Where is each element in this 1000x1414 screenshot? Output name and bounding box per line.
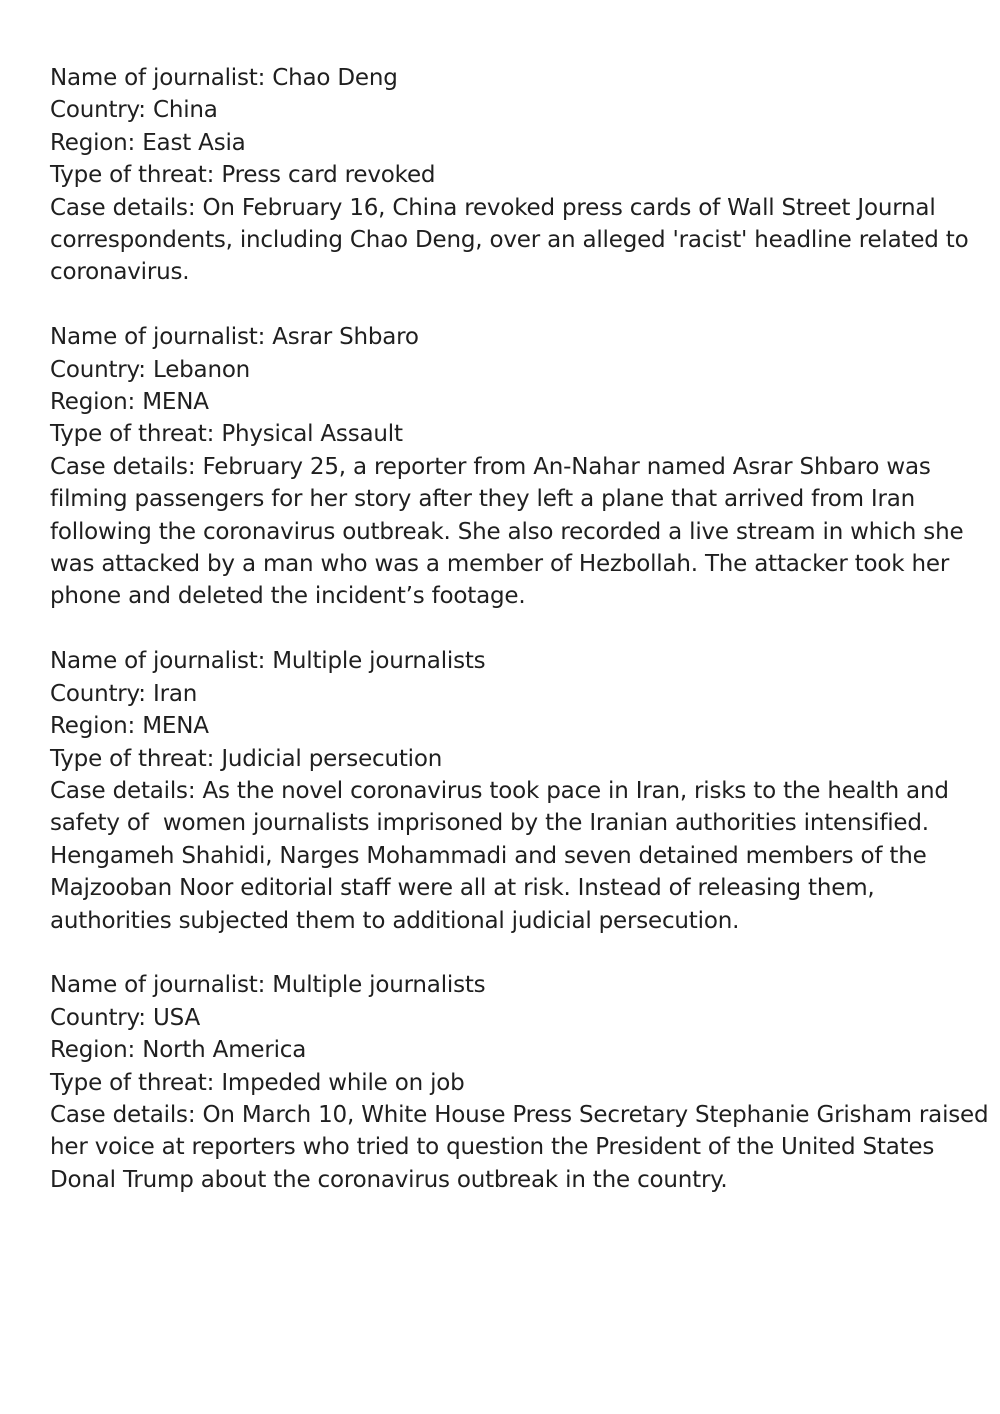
country-line xyxy=(50,1002,960,1034)
document-page xyxy=(50,62,989,1229)
region-label: Region: xyxy=(50,713,136,740)
case-details xyxy=(50,1099,989,1196)
case-entry xyxy=(50,321,964,613)
country-label: Country: xyxy=(50,97,146,124)
case-details-row: phone and deleted the incident’s footage. xyxy=(50,583,526,610)
threat-value: Judicial persecution xyxy=(221,745,443,772)
threat-label: Type of threat: xyxy=(50,745,215,772)
case-details-row: authorities subjected them to additional judicial persecution. xyxy=(50,907,740,934)
case-details-text: On February 16, China revoked press cards of Wall Street Journal xyxy=(202,194,936,221)
case-details-row: following the coronavirus outbreak. She also recorded a live stream in which she xyxy=(50,518,964,545)
case-details xyxy=(50,192,969,289)
case-details-row: safety of women journalists imprisoned by the Iranian authorities intensified. xyxy=(50,810,929,837)
threat-label: Type of threat: xyxy=(50,1069,215,1096)
journalist-name-label: Name of journalist: xyxy=(50,972,266,999)
case-details-row: was attacked by a man who was a member of Hezbollah. The attacker took her xyxy=(50,551,950,578)
case-entry xyxy=(50,645,960,937)
threat-value: Impeded while on job xyxy=(221,1069,465,1096)
case-details-row xyxy=(50,451,960,483)
journalist-name-line xyxy=(50,645,960,677)
region-value: MENA xyxy=(142,389,209,416)
threat-line xyxy=(50,1067,960,1099)
journalist-name-label: Name of journalist: xyxy=(50,65,266,91)
case-details-row: her voice at reporters who tried to question the President of the United States xyxy=(50,1134,935,1161)
case-details-row: Hengameh Shahidi, Narges Mohammadi and seven detained members of the xyxy=(50,842,927,869)
journalist-name-value: Chao Deng xyxy=(272,65,398,91)
case-details-row: Majzooban Noor editorial staff were all at risk. Instead of releasing them, xyxy=(50,875,875,902)
country-line xyxy=(50,678,960,710)
region-label: Region: xyxy=(50,129,136,156)
region-label: Region: xyxy=(50,1037,136,1064)
case-details-row xyxy=(50,192,960,224)
case-details-label: Case details: xyxy=(50,194,196,221)
threat-value: Physical Assault xyxy=(221,421,403,448)
journalist-name-value: Multiple journalists xyxy=(272,972,486,999)
case-details-text: February 25, a reporter from An-Nahar named Asrar Shbaro was xyxy=(202,453,931,480)
case-details-row: filming passengers for her story after they left a plane that arrived from Iran xyxy=(50,486,916,513)
country-value: USA xyxy=(152,1004,200,1031)
case-details xyxy=(50,775,960,937)
journalist-name-line xyxy=(50,62,960,94)
journalist-name-label: Name of journalist: xyxy=(50,648,266,675)
journalist-name-line xyxy=(50,321,960,353)
case-entry xyxy=(50,969,989,1196)
region-label: Region: xyxy=(50,389,136,416)
region-line xyxy=(50,386,960,418)
region-line xyxy=(50,710,960,742)
case-details-text: On March 10, White House Press Secretary Stephanie Grisham raised xyxy=(202,1101,989,1128)
country-label: Country: xyxy=(50,680,146,707)
threat-label: Type of threat: xyxy=(50,421,215,448)
journalist-name-value: Multiple journalists xyxy=(272,648,486,675)
case-details-label: Case details: xyxy=(50,453,196,480)
threat-line xyxy=(50,743,960,775)
country-line xyxy=(50,354,960,386)
country-value: China xyxy=(152,97,218,124)
threat-label: Type of threat: xyxy=(50,162,215,189)
region-value: East Asia xyxy=(142,129,246,156)
case-details-row: coronavirus. xyxy=(50,259,190,286)
case-details-row: Donal Trump about the coronavirus outbreak in the country. xyxy=(50,1166,728,1193)
case-details-row xyxy=(50,1099,989,1131)
region-line xyxy=(50,127,960,159)
threat-line xyxy=(50,159,960,191)
case-entry xyxy=(50,62,969,289)
country-line xyxy=(50,94,960,126)
country-label: Country: xyxy=(50,356,146,383)
journalist-name-label: Name of journalist: xyxy=(50,324,266,351)
region-value: MENA xyxy=(142,713,209,740)
case-details-text: As the novel coronavirus took pace in Iran, risks to the health and xyxy=(202,777,949,804)
case-details-row xyxy=(50,775,960,807)
threat-line xyxy=(50,418,960,450)
country-label: Country: xyxy=(50,1004,146,1031)
journalist-name-line xyxy=(50,969,960,1001)
threat-value: Press card revoked xyxy=(221,162,436,189)
case-details-row: correspondents, including Chao Deng, over an alleged 'racist' headline related to xyxy=(50,227,969,254)
case-details-label: Case details: xyxy=(50,1101,196,1128)
country-value: Iran xyxy=(152,680,198,707)
case-details-label: Case details: xyxy=(50,777,196,804)
region-line xyxy=(50,1034,960,1066)
region-value: North America xyxy=(142,1037,307,1064)
case-details xyxy=(50,451,964,613)
country-value: Lebanon xyxy=(152,356,251,383)
journalist-name-value: Asrar Shbaro xyxy=(272,324,419,351)
